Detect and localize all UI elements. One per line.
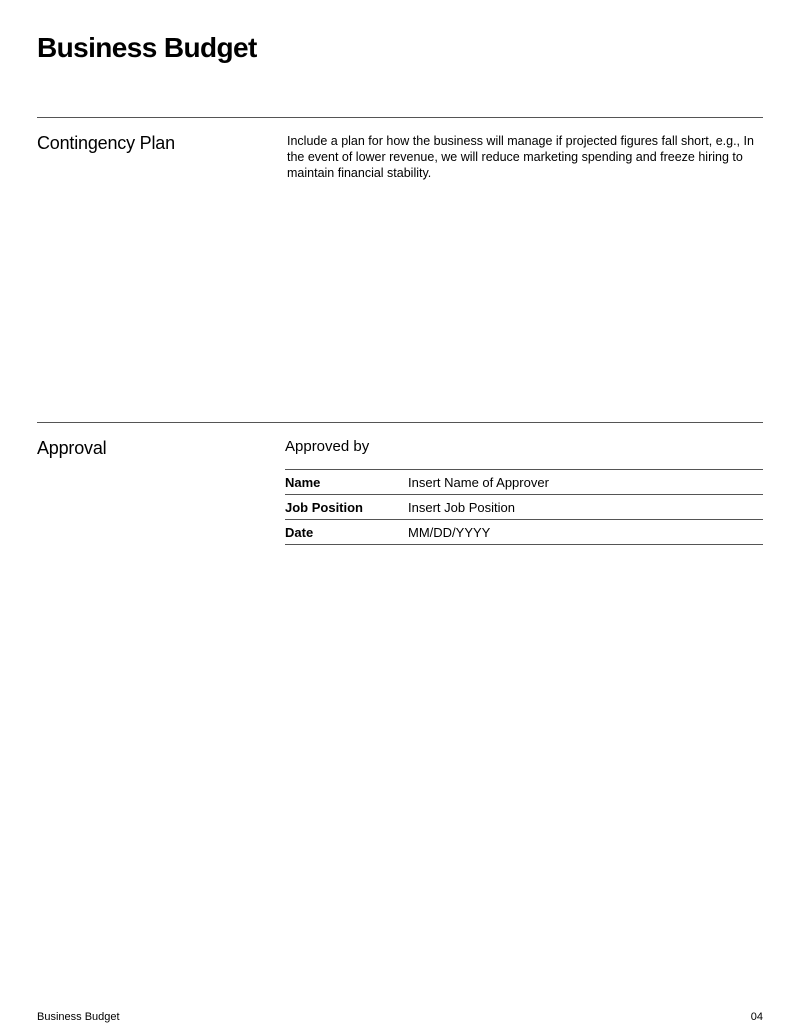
section-divider-contingency — [37, 117, 763, 118]
approver-job-position-value[interactable]: Insert Job Position — [408, 499, 515, 515]
approval-row-job-position — [285, 495, 763, 520]
contingency-plan-body: Include a plan for how the business will manage if projected figures fall short, e.g., In the event of lower revenue, we will reduce marketing spending and freeze hiring to maintain financial stability. — [287, 134, 754, 180]
footer-document-title: Business Budget — [37, 1011, 120, 1023]
approved-by-label: Approved by — [285, 438, 370, 455]
approval-label-name: Name — [285, 474, 321, 490]
approval-row-name — [285, 470, 763, 495]
approval-label-job-position: Job Position — [285, 499, 363, 515]
approval-heading: Approval — [37, 438, 107, 458]
approver-name-value[interactable]: Insert Name of Approver — [408, 474, 549, 490]
approval-label-date: Date — [285, 524, 314, 540]
approval-table — [285, 469, 763, 545]
contingency-plan-heading: Contingency Plan — [37, 133, 175, 153]
footer-page-number: 04 — [750, 1011, 763, 1023]
approval-row-date — [285, 520, 763, 545]
section-divider-approval — [37, 422, 763, 423]
document-title: Business Budget — [37, 32, 257, 63]
approval-date-value[interactable]: MM/DD/YYYY — [408, 524, 491, 540]
